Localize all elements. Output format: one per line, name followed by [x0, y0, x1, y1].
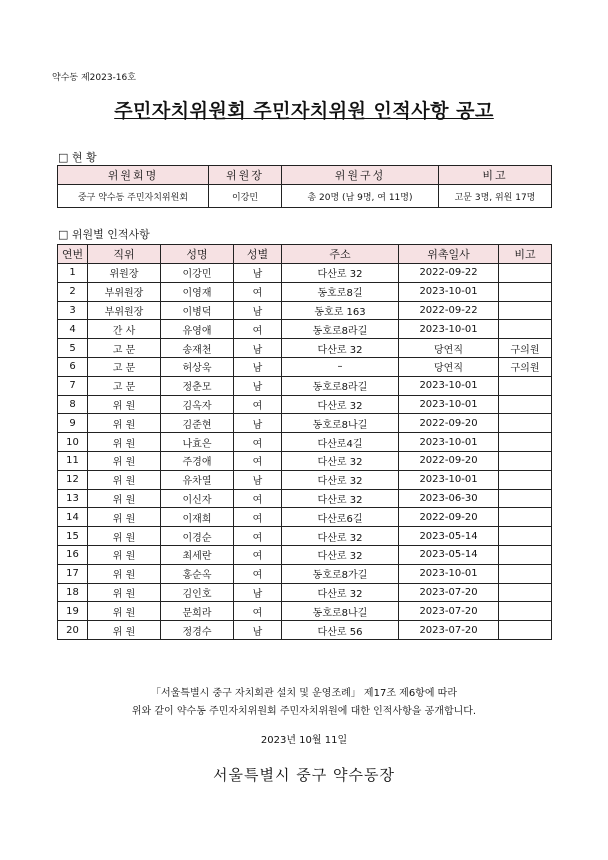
- table-cell: 2023-10-01: [399, 395, 499, 414]
- table-row: [58, 414, 552, 433]
- table-cell: [499, 376, 552, 395]
- table-cell: 이재희: [161, 508, 234, 527]
- table-cell: 2023-07-20: [399, 602, 499, 621]
- table-row: [58, 451, 552, 470]
- table-cell: 남: [234, 414, 282, 433]
- table-cell: 위 원: [88, 508, 161, 527]
- table-cell: 위 원: [88, 433, 161, 452]
- table-cell: [499, 320, 552, 339]
- table-cell: 위원장: [88, 264, 161, 283]
- table-cell: 2022-09-22: [399, 301, 499, 320]
- table-cell: [499, 301, 552, 320]
- table-cell: 김인호: [161, 583, 234, 602]
- table-row: [58, 395, 552, 414]
- table-cell: 다산로 32: [282, 527, 399, 546]
- summary-header-row: [58, 166, 552, 185]
- table-cell: 동호로8나길: [282, 414, 399, 433]
- table-cell: [499, 602, 552, 621]
- table-cell: 15: [58, 527, 88, 546]
- table-cell: [499, 508, 552, 527]
- table-cell: 위 원: [88, 621, 161, 640]
- table-cell: 위 원: [88, 395, 161, 414]
- table-cell: [499, 395, 552, 414]
- table-cell: 여: [234, 433, 282, 452]
- table-cell: 남: [234, 301, 282, 320]
- summary-header-cell: 위원장: [209, 166, 282, 185]
- notice-line-2: 위와 같이 약수동 주민자치위원회 주민자치위원에 대한 인적사항을 공개합니다.: [131, 706, 477, 717]
- table-cell: 유영애: [161, 320, 234, 339]
- table-row: [58, 339, 552, 358]
- table-cell: 여: [234, 451, 282, 470]
- table-cell: 홍순옥: [161, 564, 234, 583]
- table-cell: 이신자: [161, 489, 234, 508]
- table-cell: 2023-10-01: [399, 376, 499, 395]
- table-cell: 유차열: [161, 470, 234, 489]
- table-cell: 다산로 32: [282, 395, 399, 414]
- table-cell: 여: [234, 545, 282, 564]
- table-cell: 남: [234, 583, 282, 602]
- members-header-cell: 위촉일사: [399, 245, 499, 264]
- table-cell: 남: [234, 357, 282, 376]
- table-cell: 5: [58, 339, 88, 358]
- table-cell: 여: [234, 282, 282, 301]
- table-cell: 2023-05-14: [399, 545, 499, 564]
- table-cell: 위 원: [88, 489, 161, 508]
- section-members-title: □ 위원별 인적사항: [58, 228, 150, 241]
- table-cell: 2023-10-01: [399, 433, 499, 452]
- table-cell: 동호로 163: [282, 301, 399, 320]
- table-cell: 2023-10-01: [399, 320, 499, 339]
- members-header-cell: 비고: [499, 245, 552, 264]
- table-cell: 11: [58, 451, 88, 470]
- table-row: [58, 301, 552, 320]
- table-cell: [499, 264, 552, 283]
- table-cell: 3: [58, 301, 88, 320]
- table-cell: 여: [234, 527, 282, 546]
- table-cell: 2023-10-01: [399, 564, 499, 583]
- table-cell: 동호로8나길: [282, 602, 399, 621]
- table-cell: 9: [58, 414, 88, 433]
- table-cell: 2023-07-20: [399, 621, 499, 640]
- table-row: [58, 621, 552, 640]
- table-row: [58, 433, 552, 452]
- table-cell: 남: [234, 621, 282, 640]
- table-cell: 고 문: [88, 339, 161, 358]
- table-cell: 여: [234, 508, 282, 527]
- table-cell: 16: [58, 545, 88, 564]
- table-row: [58, 583, 552, 602]
- table-cell: 고 문: [88, 357, 161, 376]
- summary-row: [58, 185, 552, 208]
- table-cell: 나효은: [161, 433, 234, 452]
- table-cell: 당연직: [399, 339, 499, 358]
- summary-cell: 중구 약수동 주민자치위원회: [58, 185, 209, 208]
- table-row: [58, 489, 552, 508]
- table-row: [58, 545, 552, 564]
- table-cell: 2022-09-22: [399, 264, 499, 283]
- table-cell: 2: [58, 282, 88, 301]
- table-cell: 남: [234, 470, 282, 489]
- table-cell: 위 원: [88, 583, 161, 602]
- table-cell: 2023-10-01: [399, 470, 499, 489]
- table-cell: 7: [58, 376, 88, 395]
- table-cell: [499, 282, 552, 301]
- table-cell: 10: [58, 433, 88, 452]
- table-cell: [499, 621, 552, 640]
- table-cell: 남: [234, 264, 282, 283]
- table-row: [58, 508, 552, 527]
- table-cell: 19: [58, 602, 88, 621]
- summary-header-cell: 위원구성: [282, 166, 439, 185]
- table-cell: 구의원: [499, 339, 552, 358]
- table-cell: 8: [58, 395, 88, 414]
- table-cell: 남: [234, 339, 282, 358]
- table-cell: 2022-09-20: [399, 451, 499, 470]
- members-header-cell: 주소: [282, 245, 399, 264]
- table-cell: 허상욱: [161, 357, 234, 376]
- table-cell: 동호로8가길: [282, 564, 399, 583]
- table-cell: 정춘모: [161, 376, 234, 395]
- table-cell: 이강민: [161, 264, 234, 283]
- table-cell: 2023-06-30: [399, 489, 499, 508]
- table-cell: 다산로4길: [282, 433, 399, 452]
- table-cell: 위 원: [88, 470, 161, 489]
- members-header-row: [58, 245, 552, 264]
- table-cell: 김준현: [161, 414, 234, 433]
- table-cell: 부위원장: [88, 282, 161, 301]
- table-cell: [499, 545, 552, 564]
- table-cell: 18: [58, 583, 88, 602]
- table-cell: 1: [58, 264, 88, 283]
- table-cell: 간 사: [88, 320, 161, 339]
- table-cell: 12: [58, 470, 88, 489]
- table-cell: –: [282, 357, 399, 376]
- table-cell: [499, 489, 552, 508]
- table-row: [58, 376, 552, 395]
- members-header-cell: 성명: [161, 245, 234, 264]
- summary-header-cell: 위원회명: [58, 166, 209, 185]
- table-cell: 13: [58, 489, 88, 508]
- table-cell: 다산로 32: [282, 545, 399, 564]
- table-cell: 2023-07-20: [399, 583, 499, 602]
- table-cell: 구의원: [499, 357, 552, 376]
- table-cell: 위 원: [88, 564, 161, 583]
- table-cell: 여: [234, 602, 282, 621]
- document-number: 약수동 제2023-16호: [52, 73, 136, 83]
- table-cell: 남: [234, 376, 282, 395]
- summary-header-cell: 비고: [439, 166, 552, 185]
- table-cell: 2022-09-20: [399, 414, 499, 433]
- table-cell: 주경애: [161, 451, 234, 470]
- table-cell: 2022-09-20: [399, 508, 499, 527]
- table-row: [58, 282, 552, 301]
- table-cell: 여: [234, 320, 282, 339]
- notice-line-1: 「서울특별시 중구 자치회관 설치 및 운영조례」 제17조 제6항에 따라: [150, 688, 458, 699]
- table-cell: 6: [58, 357, 88, 376]
- table-cell: 여: [234, 489, 282, 508]
- table-cell: 다산로 32: [282, 470, 399, 489]
- table-cell: 다산로 32: [282, 264, 399, 283]
- table-cell: 위 원: [88, 414, 161, 433]
- table-cell: 다산로6길: [282, 508, 399, 527]
- table-cell: 이병덕: [161, 301, 234, 320]
- issuer: 서울특별시 중구 약수동장: [213, 766, 395, 784]
- table-row: [58, 602, 552, 621]
- table-cell: 동호로8라길: [282, 320, 399, 339]
- table-row: [58, 470, 552, 489]
- table-cell: 동호로8길: [282, 282, 399, 301]
- table-cell: [499, 451, 552, 470]
- table-cell: 4: [58, 320, 88, 339]
- table-cell: 고 문: [88, 376, 161, 395]
- table-row: [58, 564, 552, 583]
- table-cell: 2023-05-14: [399, 527, 499, 546]
- table-cell: 동호로8라길: [282, 376, 399, 395]
- table-cell: 위 원: [88, 451, 161, 470]
- members-header-cell: 연번: [58, 245, 88, 264]
- members-header-cell: 성별: [234, 245, 282, 264]
- table-cell: [499, 470, 552, 489]
- table-cell: 2023-10-01: [399, 282, 499, 301]
- table-cell: 다산로 32: [282, 489, 399, 508]
- table-cell: [499, 527, 552, 546]
- table-cell: 이영재: [161, 282, 234, 301]
- table-cell: 다산로 32: [282, 583, 399, 602]
- summary-cell: 이강민: [209, 185, 282, 208]
- table-row: [58, 320, 552, 339]
- table-row: [58, 527, 552, 546]
- table-cell: 위 원: [88, 602, 161, 621]
- table-cell: 여: [234, 564, 282, 583]
- table-cell: 여: [234, 395, 282, 414]
- table-cell: [499, 583, 552, 602]
- table-cell: 14: [58, 508, 88, 527]
- members-header-cell: 직위: [88, 245, 161, 264]
- table-cell: 송재천: [161, 339, 234, 358]
- table-cell: 김옥자: [161, 395, 234, 414]
- table-cell: 위 원: [88, 545, 161, 564]
- table-cell: 20: [58, 621, 88, 640]
- table-cell: 문희라: [161, 602, 234, 621]
- table-cell: 다산로 56: [282, 621, 399, 640]
- table-row: [58, 357, 552, 376]
- table-cell: 최세란: [161, 545, 234, 564]
- summary-table: [57, 165, 552, 208]
- notice-date: 2023년 10월 11일: [260, 735, 348, 746]
- summary-cell: 고문 3명, 위원 17명: [439, 185, 552, 208]
- table-cell: 당연직: [399, 357, 499, 376]
- table-cell: 정경수: [161, 621, 234, 640]
- summary-cell: 총 20명 (남 9명, 여 11명): [282, 185, 439, 208]
- table-cell: [499, 433, 552, 452]
- table-cell: [499, 414, 552, 433]
- table-cell: 이경순: [161, 527, 234, 546]
- table-cell: 위 원: [88, 527, 161, 546]
- page-title: 주민자치위원회 주민자치위원 인적사항 공고: [114, 100, 494, 122]
- table-cell: 다산로 32: [282, 339, 399, 358]
- members-table: [57, 244, 552, 640]
- table-cell: 다산로 32: [282, 451, 399, 470]
- table-row: [58, 264, 552, 283]
- table-cell: 부위원장: [88, 301, 161, 320]
- table-cell: 17: [58, 564, 88, 583]
- table-cell: [499, 564, 552, 583]
- section-status-title: □ 현 황: [58, 151, 97, 164]
